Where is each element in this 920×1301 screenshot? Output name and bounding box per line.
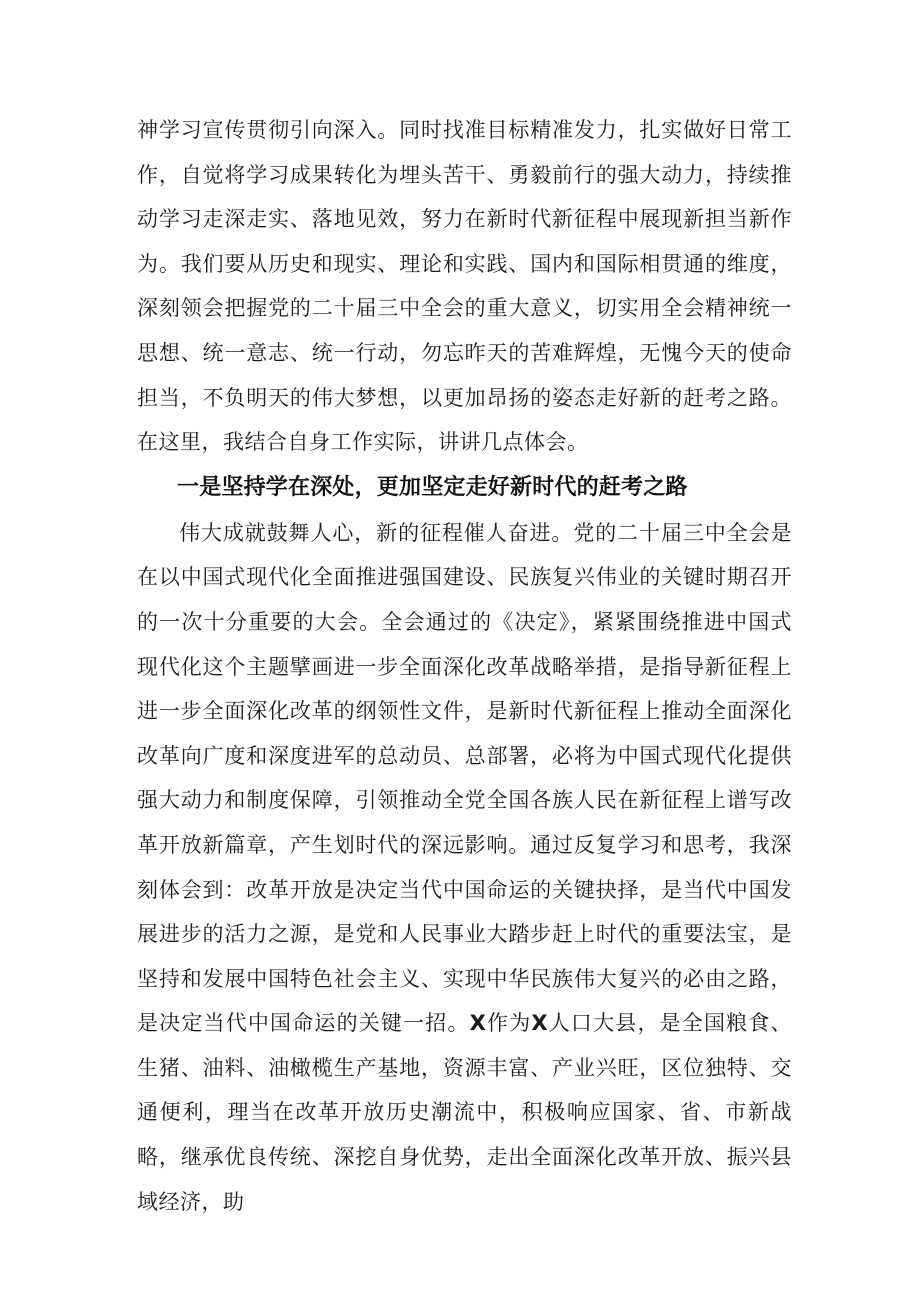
paragraph-text-part-2: 作为 — [486, 1011, 532, 1036]
placeholder-x: X — [469, 1011, 487, 1036]
paragraph-text-part-1: 伟大成就鼓舞人心，新的征程催人奋进。党的二十届三中全会是在以中国式现代化全面推进强国建设、民族复兴伟业的关键时期召开的一次十分重要的大会。全会通过的《决定》，紧紧围绕推进中国式现代化这个主题擘画进一步全面深化改革战略举措，是指导新征程上进一步全面深化改革的纲领性文件，是新时代新征程上推动全面深化改革向广度和深度进军的总动员、总部署，必将为中国式现代化提供强大动力和制度保障，引领推动全党全国各族人民在新征程上谱写改革开放新篇章，产生划时代的深远影响。通过反复学习和思考，我深刻体会到：改革开放是决定当代中国命运的关键抉择，是当代中国发展进步的活力之源，是党和人民事业大踏步赶上时代的重要法宝，是坚持和发展中国特色社会主义、实现中华民族伟大复兴的必由之路，是决定当代中国命运的关键一招。 — [137, 520, 792, 1036]
paragraph-text-part-3: 人口大县，是全国粮食、生猪、油料、油橄榄生产基地，资源丰富、产业兴旺，区位独特、交通便利，理当在改革开放历史潮流中，积极响应国家、省、市新战略，继承优良传统、深挖自身优势，走出全面深化改革开放、振兴县域经济，助 — [137, 1011, 793, 1214]
paragraph-continued: 神学习宣传贯彻引向深入。同时找准目标精准发力，扎实做好日常工作，自觉将学习成果转化为埋头苦干、勇毅前行的强大动力，持续推动学习走深走实、落地见效，努力在新时代新征程中展现新担当新作为。我们要从历史和现实、理论和实践、国内和国际相贯通的维度，深刻领会把握党的二十届三中全会的重大意义，切实用全会精神统一思想、统一意志、统一行动，勿忘昨天的苦难辉煌，无愧今天的使命担当，不负明天的伟大梦想，以更加昂扬的姿态走好新的赶考之路。在这里，我结合自身工作实际，讲讲几点体会。 — [137, 118, 792, 455]
paragraph-body — [137, 511, 792, 1225]
section-heading: 一是坚持学在深处，更加坚定走好新时代的赶考之路 — [177, 474, 688, 500]
document-body — [137, 108, 792, 1224]
placeholder-x: X — [531, 1011, 549, 1036]
